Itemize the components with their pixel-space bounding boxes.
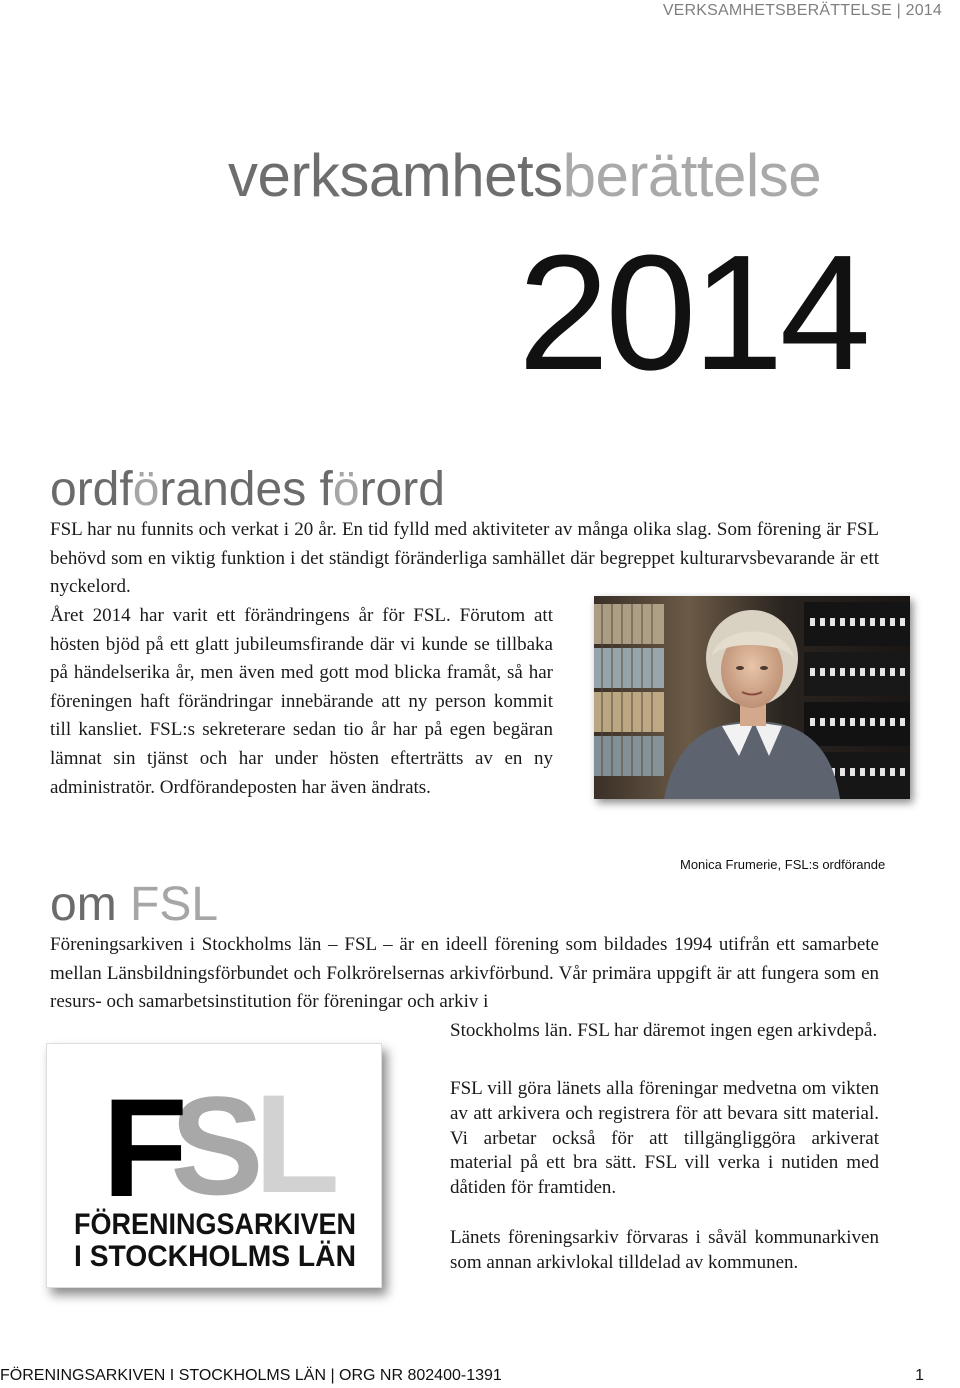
logo-letter-l: L [254,1065,340,1222]
logo-text-line2: I STOCKHOLMS LÄN [74,1240,356,1273]
about-paragraph-intro: Föreningsarkiven i Stockholms län – FSL – är en ideell förening som bildades 1994 utifrån ett samarbete mellan Länsbildningsförbundet och Folkrörelsernas arkivförbund. Vår primära uppgift är att fungera som en resurs- och samarbetsinstitution för föreningar och arkiv i [50,934,879,1013]
chairperson-photo [594,596,910,799]
foreword-paragraph-body: Året 2014 har varit ett förändringens år för FSL. Förutom att hösten bjöd på ett glatt jubileumsfirande där vi kunde se tillbaka på händelserika år, men även med gott mod blicka framåt, så har föreningen haft förändringar innebärande att ny person kommit till kansliet. FSL:s sekreterare sedan tio år har på egen begäran lämnat sin tjänst och har under hösten efterträtts av en ny administratör. Ordförandeposten har även ändrats. [50,605,553,798]
footer-page-number: 1 [915,1367,924,1384]
logo-text-line1: FÖRENINGSARKIVEN [74,1208,356,1241]
photo-caption: Monica Frumerie, FSL:s ordförande [680,857,886,872]
fsl-logo [46,1043,382,1288]
about-paragraph-intro-continued: Stockholms län. FSL har däremot ingen egen arkivdepå. [450,1020,878,1041]
about-heading [50,877,218,933]
report-title [228,140,821,212]
logo-letter-s: S [170,1067,264,1224]
foreword-heading [50,462,445,518]
foreword-heading-part3: randes f [159,463,333,516]
foreword-heading-part1: ordf [50,463,133,516]
report-year: 2014 [518,221,867,404]
report-title-part1: verksamhets [228,142,563,209]
chairperson-photo-illustration [594,596,910,799]
logo-letter-f: F [102,1069,188,1226]
running-header: VERKSAMHETSBERÄTTELSE | 2014 [662,2,942,19]
about-paragraph-goals: FSL vill göra länets alla föreningar medvetna om vikten av att arkivera och registrera för att bevara sitt material. Vi arbetar också för att tillgängliggöra arkiverat material på ett bra sätt. FSL vill verka i nutiden med dåtiden för framtiden. [450,1078,879,1199]
about-paragraph-archives: Länets föreningsarkiv förvaras i såväl kommunarkiven som annan arkivlokal tilldelad av kommunen. [450,1227,879,1273]
about-heading-part2: FSL [130,878,219,931]
foreword-heading-part5: rord [359,463,445,516]
foreword-heading-part2: ö [132,463,160,516]
report-title-part2: berättelse [562,142,822,209]
fsl-logo-graphic [47,1044,383,1289]
about-heading-part1: om [50,878,131,931]
foreword-paragraph-intro: FSL har nu funnits och verkat i 20 år. En tid fylld med aktiviteter av många olika slag. Som förening är FSL behövd som en viktig funktion i det ständigt föränderliga samhället där begreppet kulturarvsbevarande är ett nyckelord. [50,519,879,598]
foreword-heading-part4: ö [332,463,360,516]
footer-org-line: FÖRENINGSARKIVEN I STOCKHOLMS LÄN | ORG NR 802400-1391 [0,1367,502,1384]
